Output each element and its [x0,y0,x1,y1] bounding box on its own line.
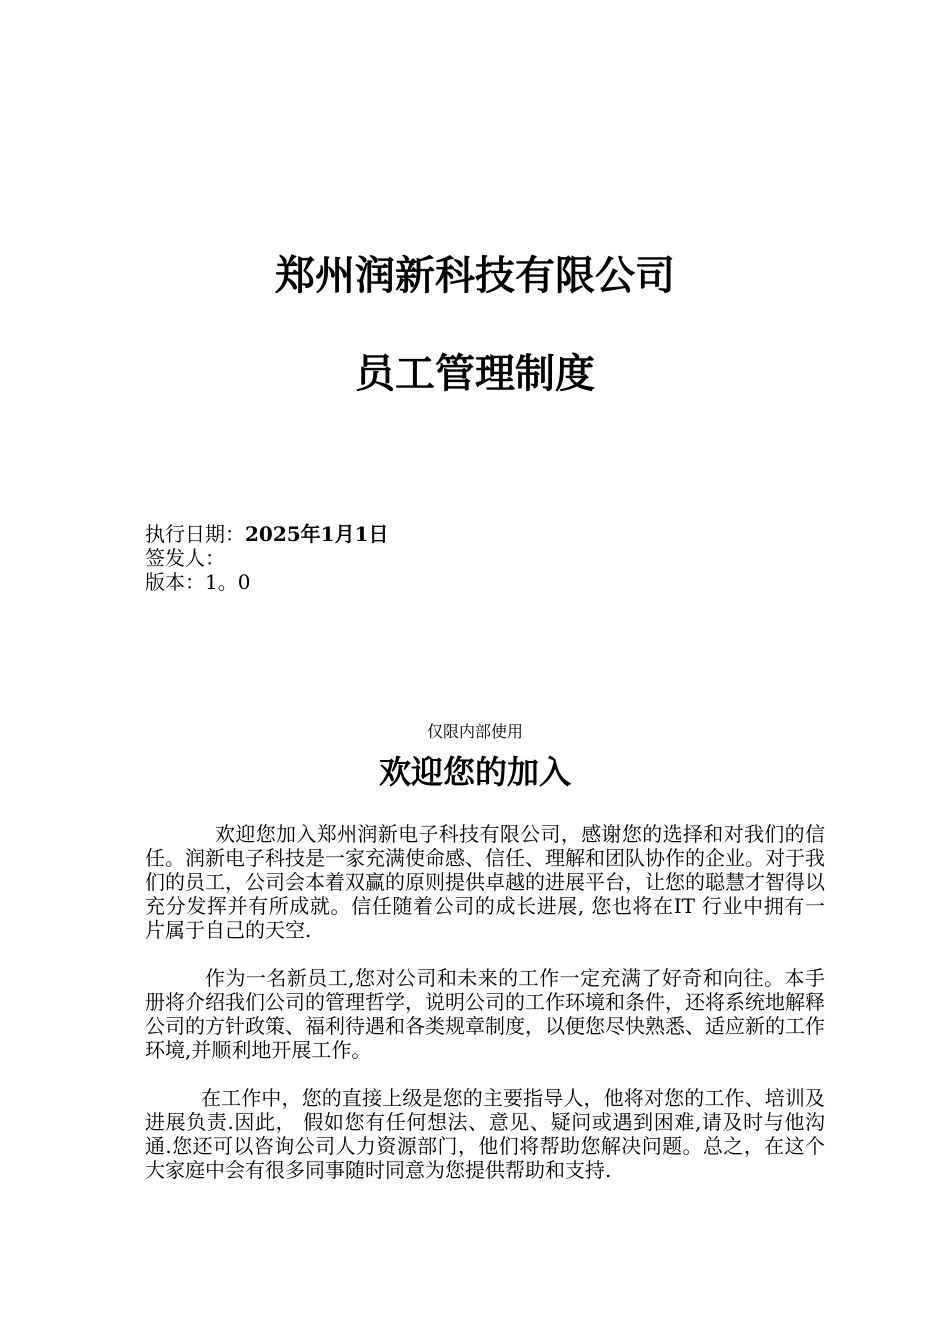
classification-notice: 仅限内部使用 [426,722,523,741]
version-row [145,570,389,594]
company-name-title: 郑州润新科技有限公司 [275,252,675,299]
welcome-paragraph-1: 欢迎您加入郑州润新电子科技有限公司，感谢您的选择和对我们的信任。润新电子科技是一家充满使命感、信任、理解和团队协作的企业。对于我们的员工，公司会本着双赢的原则提供卓越的进展平台，让您的聪慧才智得以充分发挥并有所成就。信任随着公司的成长进展, 您也将在IT 行业中拥有一片属于自己的天空. [145,822,825,942]
welcome-heading: 欢迎您的加入 [378,753,571,791]
effective-date-row [145,522,389,546]
welcome-body [145,822,825,1206]
version-value: 1。0 [205,570,251,594]
issuer-label: 签发人： [145,546,225,570]
document-title: 员工管理制度 [355,350,595,397]
welcome-paragraph-3: 在工作中，您的直接上级是您的主要指导人，他将对您的工作、培训及进展负责.因此， 假如您有任何想法、意见、疑问或遇到困难,请及时与他沟通.您还可以咨询公司人力资源部门，他们将帮助您解决问题。总之，在这个大家庭中会有很多同事随时同意为您提供帮助和支持. [145,1086,825,1182]
document-meta [145,522,389,594]
welcome-paragraph-2: 作为一名新员工,您对公司和未来的工作一定充满了好奇和向往。本手册将介绍我们公司的管理哲学，说明公司的工作环境和条件，还将系统地解释公司的方针政策、福利待遇和各类规章制度，以便您尽快熟悉、适应新的工作环境,并顺利地开展工作。 [145,966,825,1062]
version-label: 版本： [145,570,205,594]
effective-date-value: 2025年1月1日 [245,522,389,546]
issuer-row [145,546,389,570]
effective-date-label: 执行日期： [145,522,245,546]
